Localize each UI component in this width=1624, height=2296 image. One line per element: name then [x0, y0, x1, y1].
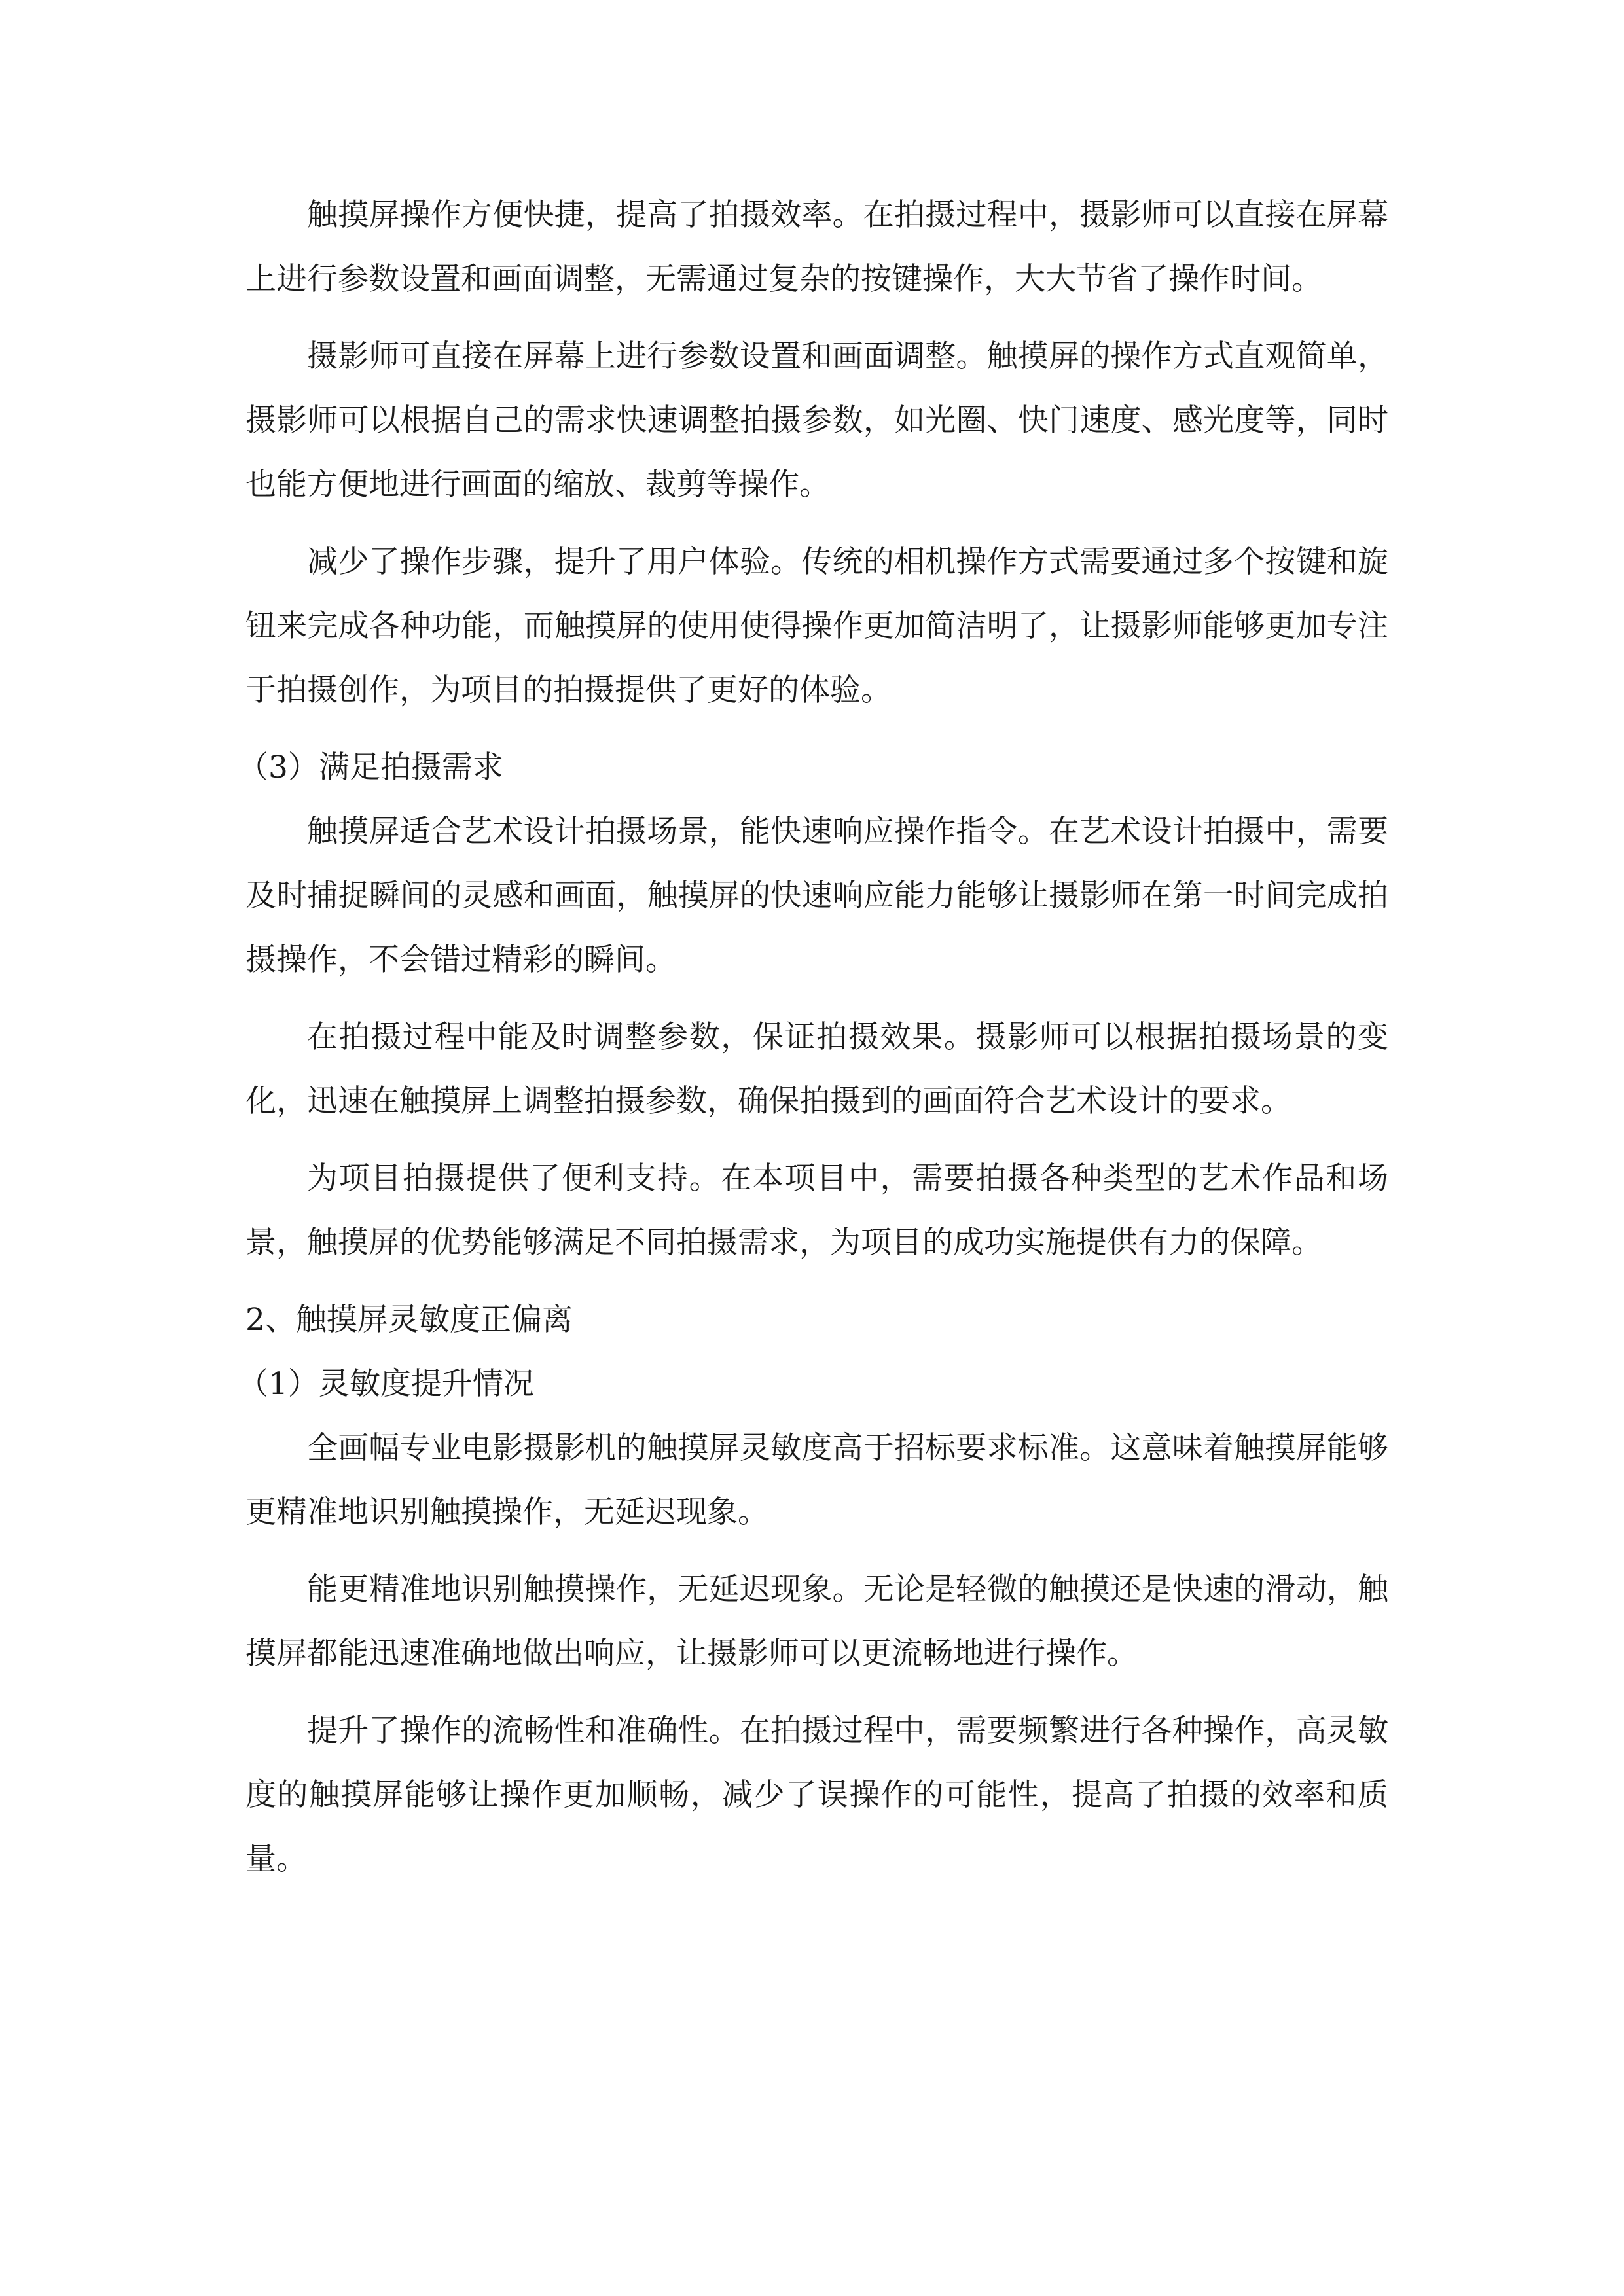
subsection-heading: （1）灵敏度提升情况: [238, 1366, 534, 1402]
paragraph: 摄影师可直接在屏幕上进行参数设置和画面调整。触摸屏的操作方式直观简单，摄影师可以根据自己的需求快速调整拍摄参数，如光圈、快门速度、感光度等，同时也能方便地进行画面的缩放、裁剪等操作。: [245, 338, 1388, 503]
paragraph: 触摸屏适合艺术设计拍摄场景，能快速响应操作指令。在艺术设计拍摄中，需要及时捕捉瞬间的灵感和画面，触摸屏的快速响应能力能够让摄影师在第一时间完成拍摄操作，不会错过精彩的瞬间。: [245, 814, 1388, 978]
paragraph: 能更精准地识别触摸操作，无延迟现象。无论是轻微的触摸还是快速的滑动，触摸屏都能迅速准确地做出响应，让摄影师可以更流畅地进行操作。: [245, 1571, 1388, 1672]
paragraph: 为项目拍摄提供了便利支持。在本项目中，需要拍摄各种类型的艺术作品和场景，触摸屏的优势能够满足不同拍摄需求，为项目的成功实施提供有力的保障。: [245, 1160, 1388, 1261]
paragraph: 触摸屏操作方便快捷，提高了拍摄效率。在拍摄过程中，摄影师可以直接在屏幕上进行参数设置和画面调整，无需通过复杂的按键操作，大大节省了操作时间。: [245, 197, 1388, 297]
paragraph: 提升了操作的流畅性和准确性。在拍摄过程中，需要频繁进行各种操作，高灵敏度的触摸屏能够让操作更加顺畅，减少了误操作的可能性，提高了拍摄的效率和质量。: [245, 1713, 1388, 1877]
paragraph: 全画幅专业电影摄影机的触摸屏灵敏度高于招标要求标准。这意味着触摸屏能够更精准地识别触摸操作，无延迟现象。: [245, 1430, 1388, 1530]
section-heading: 2、触摸屏灵敏度正偏离: [245, 1302, 573, 1338]
paragraph: 在拍摄过程中能及时调整参数，保证拍摄效果。摄影师可以根据拍摄场景的变化，迅速在触摸屏上调整拍摄参数，确保拍摄到的画面符合艺术设计的要求。: [245, 1019, 1388, 1119]
paragraph: 减少了操作步骤，提升了用户体验。传统的相机操作方式需要通过多个按键和旋钮来完成各种功能，而触摸屏的使用使得操作更加简洁明了，让摄影师能够更加专注于拍摄创作，为项目的拍摄提供了更好的体验。: [245, 544, 1388, 708]
section-heading: （3）满足拍摄需求: [238, 749, 503, 785]
